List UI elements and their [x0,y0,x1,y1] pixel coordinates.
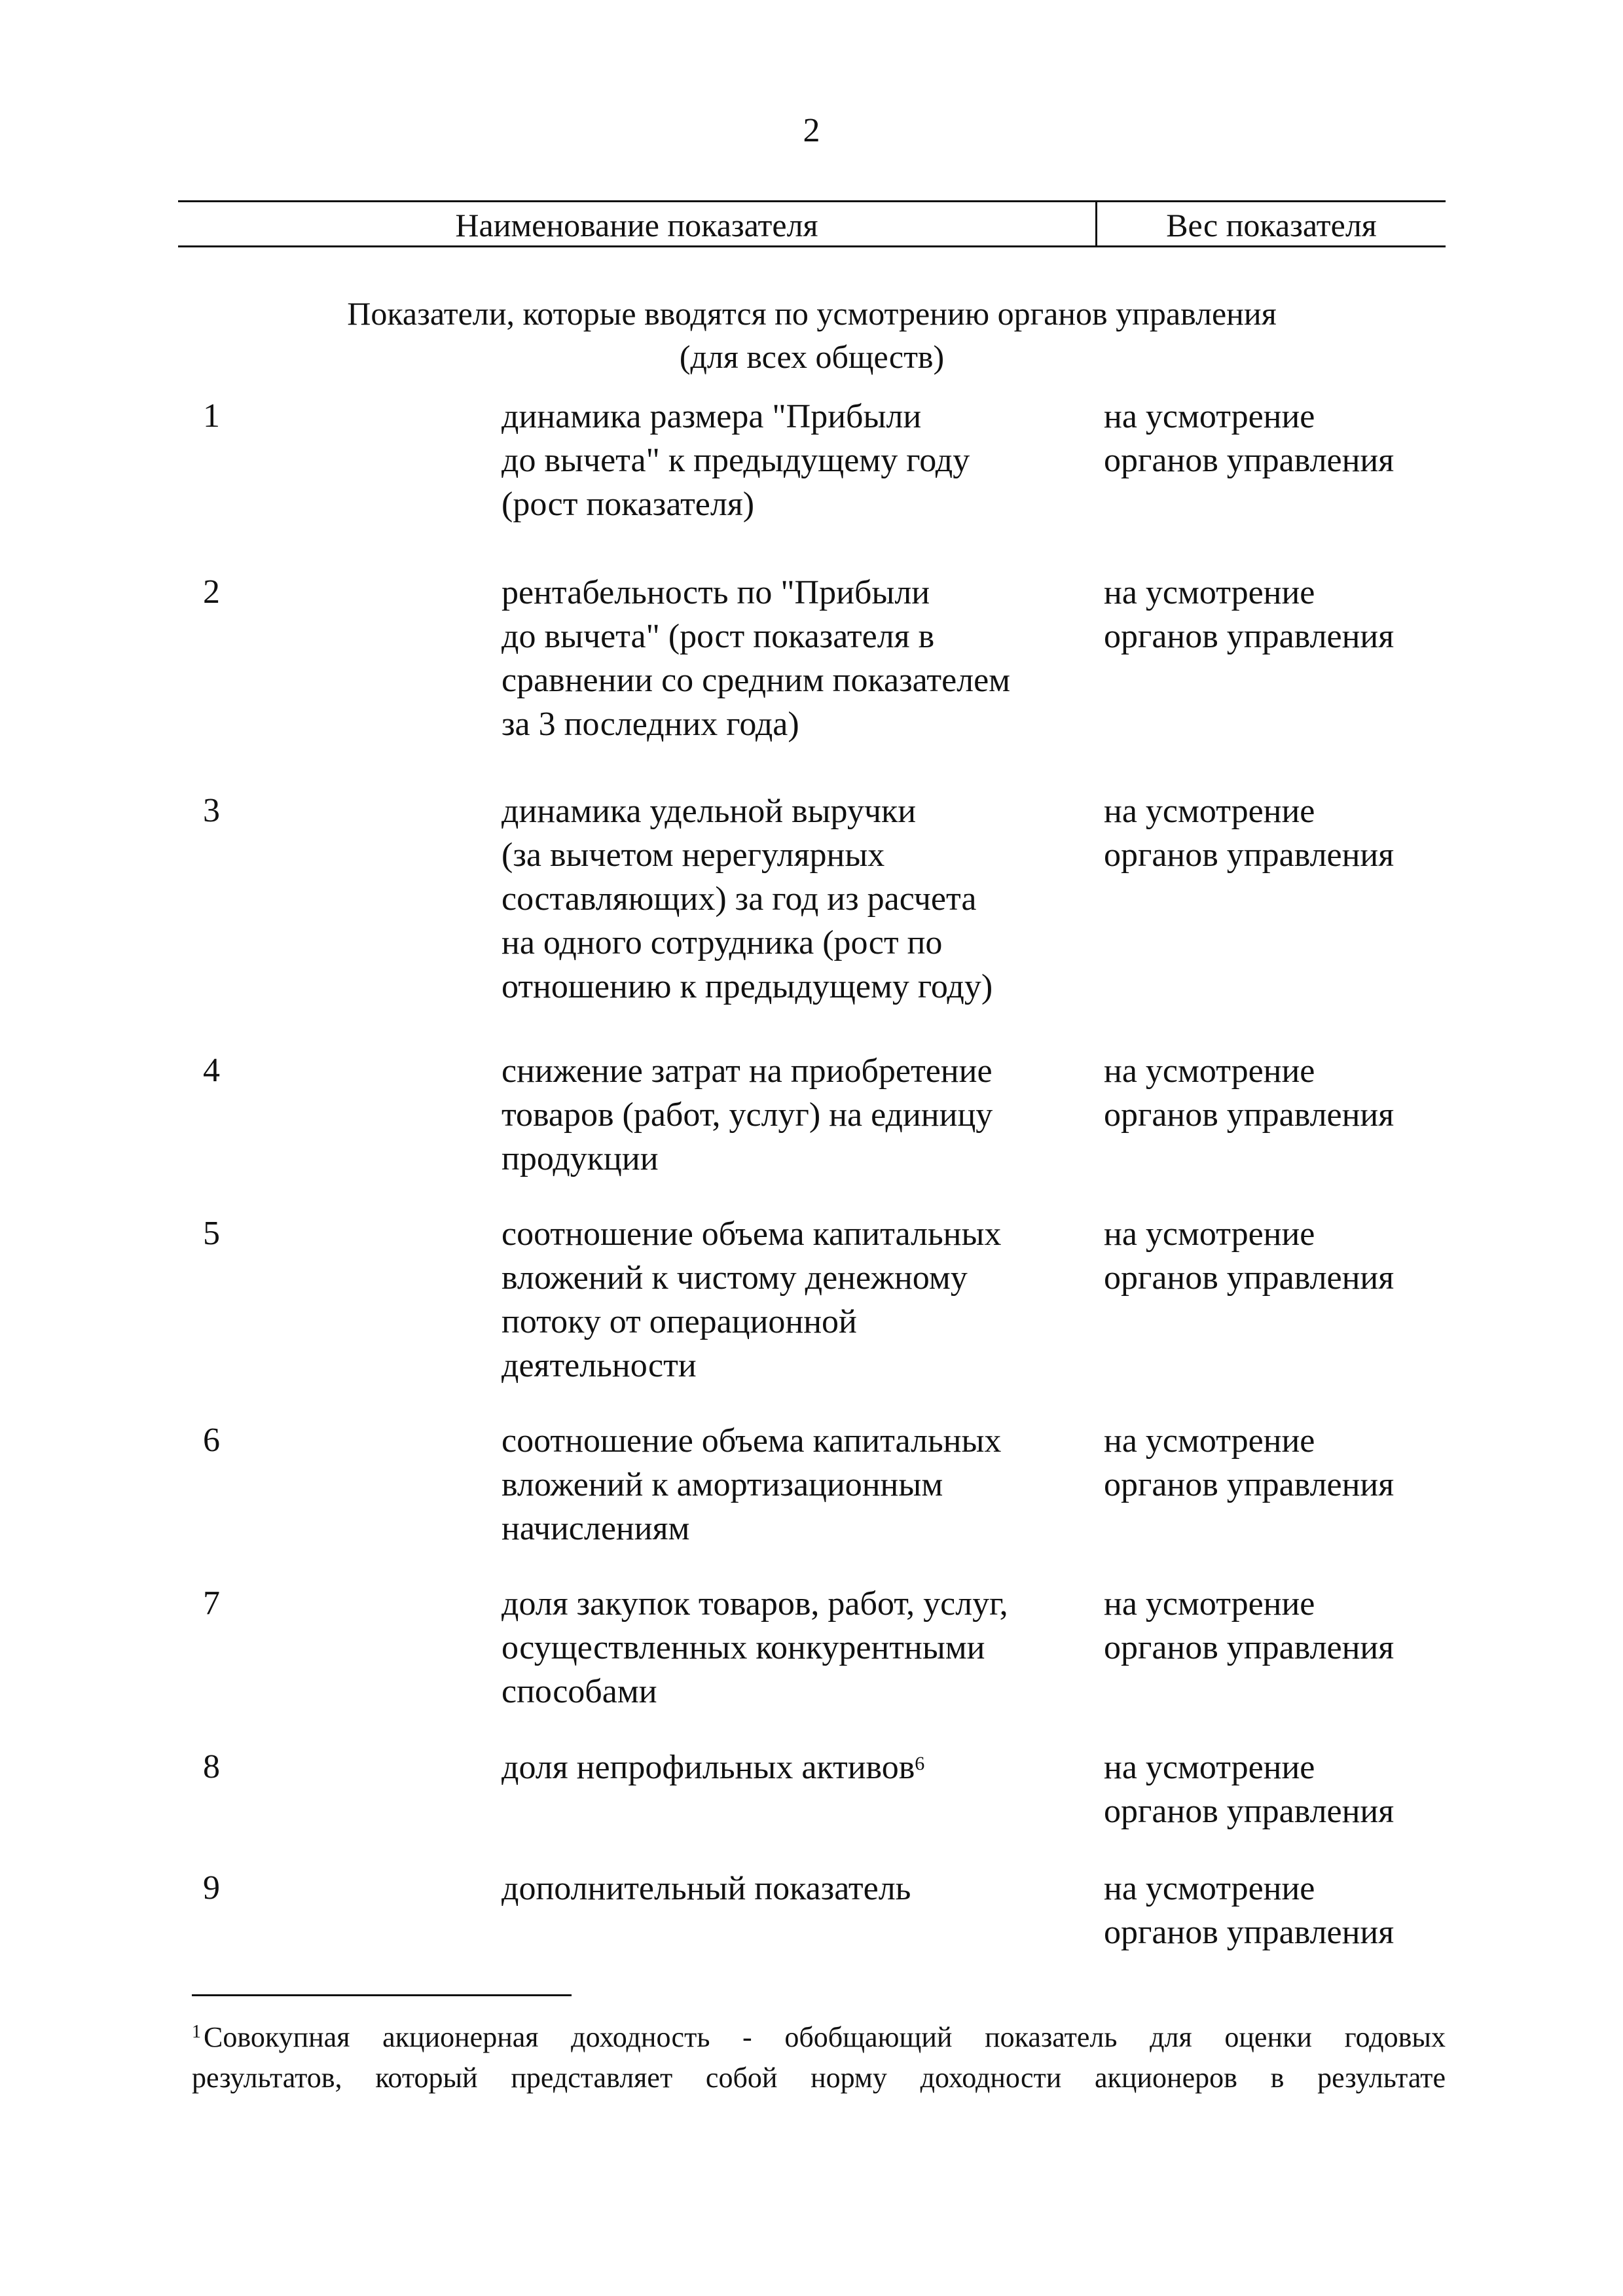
indicator-name [501,1746,1091,1789]
indicator-name-line: сравнении со средним показателем [501,662,1011,699]
indicator-name-line [501,1746,1091,1789]
indicator-weight-line: органов управления [1104,1629,1395,1666]
indicator-name-line: снижение затрат на приобретение [501,1052,993,1090]
footnote-reference: 6 [915,1753,925,1774]
indicator-weight [1104,1049,1444,1137]
table-header-bottom-rule [178,245,1446,247]
indicator-name-line: рентабельность по "Прибыли [501,574,930,611]
indicator-name [501,395,1091,526]
indicator-name-line: составляющих) за год из расчета [501,880,977,918]
indicator-weight [1104,1867,1444,1954]
indicator-name-line: вложений к амортизационным [501,1466,943,1503]
indicator-name-text: доля непрофильных активов [501,1749,915,1786]
indicator-name-line: деятельности [501,1347,697,1384]
indicator-name [501,1212,1091,1388]
table-header-top-rule [178,200,1446,202]
indicator-name [501,1049,1091,1181]
indicator-name-line: доля закупок товаров, работ, услуг, [501,1585,1008,1623]
indicator-weight [1104,1582,1444,1670]
row-number: 5 [203,1215,220,1252]
indicator-weight-line: на усмотрение [1104,1585,1315,1623]
indicator-weight-line: органов управления [1104,442,1395,479]
indicator-weight [1104,395,1444,482]
footnote [192,2017,1446,2098]
indicator-weight-line: на усмотрение [1104,1422,1315,1460]
section-title-line-1: Показатели, которые вводятся по усмотрению органов управления [347,295,1277,332]
indicator-weight-line: органов управления [1104,1259,1395,1297]
row-number: 2 [203,573,220,611]
column-header-name: Наименование показателя [455,207,818,243]
indicator-name-line: соотношение объема капитальных [501,1215,1002,1253]
indicator-weight-line: органов управления [1104,836,1395,874]
indicator-name-line: динамика удельной выручки [501,793,917,830]
footnote-line-1 [192,2017,1446,2058]
indicator-weight-line: органов управления [1104,618,1395,655]
row-number: 6 [203,1422,220,1459]
row-number: 8 [203,1748,220,1785]
indicator-name-line: потоку от операционной [501,1303,857,1340]
indicator-weight [1104,1746,1444,1833]
page-number: 2 [803,112,820,149]
row-number: 3 [203,792,220,829]
indicator-weight-line: органов управления [1104,1793,1395,1830]
indicator-name [501,1867,1091,1910]
indicator-name-line: способами [501,1673,657,1710]
footnote-text: Совокупная акционерная доходность - обобщающий показатель для оценки годовых [204,2021,1446,2053]
indicator-name-line: за 3 последних года) [501,706,799,743]
indicator-name [501,789,1091,1009]
indicator-name-line: соотношение объема капитальных [501,1422,1002,1460]
indicator-weight-line: органов управления [1104,1096,1395,1134]
indicator-weight-line: на усмотрение [1104,1870,1315,1907]
footnote-line-2: результатов, который представляет собой норму доходности акционеров в результате [192,2062,1446,2094]
indicator-name-line: начислениям [501,1510,690,1547]
footnote-separator [192,1994,572,1996]
indicator-weight [1104,789,1444,877]
indicator-name-line: отношению к предыдущему году) [501,968,993,1005]
row-number: 9 [203,1869,220,1907]
column-header-weight: Вес показателя [1166,207,1377,243]
indicator-name-line: товаров (работ, услуг) на единицу [501,1096,993,1134]
indicator-name-line: осуществленных конкурентными [501,1629,985,1666]
indicator-weight-line: на усмотрение [1104,574,1315,611]
indicator-weight [1104,1212,1444,1300]
indicator-weight-line: органов управления [1104,1466,1395,1503]
indicator-name [501,1419,1091,1551]
indicator-name-line: вложений к чистому денежному [501,1259,968,1297]
row-number: 7 [203,1585,220,1622]
indicator-name-line: дополнительный показатель [501,1870,911,1907]
section-title-line-2: (для всех обществ) [679,338,945,375]
indicator-weight-line: на усмотрение [1104,1749,1315,1786]
indicator-weight-line: органов управления [1104,1914,1395,1951]
indicator-weight-line: на усмотрение [1104,793,1315,830]
indicator-name-line: до вычета" к предыдущему году [501,442,970,479]
indicator-name-line: (рост показателя) [501,486,755,523]
footnote-mark: 1 [192,2022,201,2042]
indicator-name-line: на одного сотрудника (рост по [501,924,943,961]
row-number: 4 [203,1052,220,1089]
indicator-weight [1104,571,1444,658]
section-title [178,292,1446,378]
row-number: 1 [203,397,220,435]
indicator-name-line: (за вычетом нерегулярных [501,836,885,874]
indicator-name-line: до вычета" (рост показателя в [501,618,935,655]
indicator-weight-line: на усмотрение [1104,1052,1315,1090]
indicator-weight-line: на усмотрение [1104,398,1315,435]
indicator-name [501,571,1091,746]
indicator-weight [1104,1419,1444,1507]
indicator-name-line: продукции [501,1140,659,1177]
indicator-name [501,1582,1091,1713]
indicator-name-line: динамика размера "Прибыли [501,398,922,435]
indicator-weight-line: на усмотрение [1104,1215,1315,1253]
